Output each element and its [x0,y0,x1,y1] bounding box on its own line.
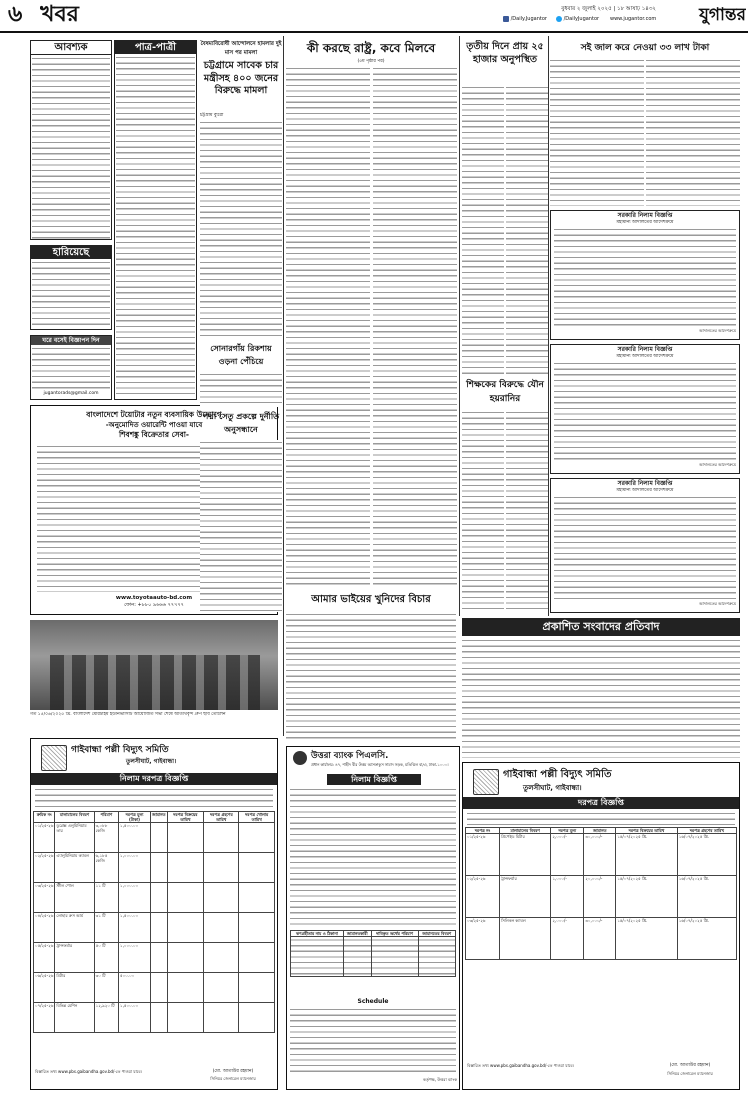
gr-cell: ১৫/০৭/২০২৫ খ্রি. [616,834,678,876]
gaibandha-left-notice [30,738,278,1090]
fish-headline: সই জাল করে নেওয়া ৩৩ লাখ টাকা [580,43,710,53]
gaibandha-right-title: দরপত্র বিজ্ঞপ্তি [463,797,739,809]
facebook-icon [503,16,509,22]
photo-figures [50,655,260,710]
uttara-notice-title: নিলাম বিজ্ঞপ্তি [327,774,421,785]
table-row [34,823,275,853]
state-cont: (৫ম পৃষ্ঠার পর) [357,59,385,64]
gl-th-1: মালামালের বিবরণ [55,812,94,823]
gaibandha-logo-icon [41,745,67,771]
gl-cell [151,823,168,853]
gl-cell: এ্যালুমিনিয়াম ক্যাবল [55,853,94,883]
gl-cell [204,883,239,913]
gl-cell [151,973,168,1003]
gl-th-2: পরিমাণ [94,812,118,823]
gl-cell: ১,০০০.০০ [119,943,151,973]
gaibandha-left-place: তুলসীঘাট, গাইবান্ধা। [125,758,177,765]
gl-cell [204,913,239,943]
table-row [466,876,737,918]
state-body-col2 [373,66,457,586]
home-ads-box [30,335,112,400]
ub-th-1: জামানতকারী [343,931,371,937]
gl-cell [167,1003,204,1033]
chittagong-headline: চট্টগ্রামে সাবেক চার মন্ত্রীসহ ৪০০ জনের বিরুদ্ধে মামলা [203,60,279,96]
teacher-body-col1 [462,410,504,610]
gaibandha-right-signer: (মো. আতাউর রহমান) [669,1063,711,1068]
gl-cell: ০৭/২৫-২৬ [34,1003,55,1033]
gl-th-3: দরপত্র মূল্য (টাকা) [119,812,151,823]
gl-cell [204,973,239,1003]
gl-cell [167,973,204,1003]
protest-headline: প্রকাশিত সংবাদের প্রতিবাদ [462,618,740,636]
gl-cell [151,853,168,883]
uttara-bank-notice [286,746,460,1090]
table-row [291,937,456,977]
table-row [466,918,737,960]
gl-cell: ৩১ টি [94,913,118,943]
court-notice-1-title: সরকারি নিলাম বিজ্ঞপ্তি [617,212,673,219]
gl-cell [239,913,275,943]
gaibandha-left-signer: (মো. আতাউর রহমান) [212,1069,254,1074]
uttara-table [290,930,456,977]
twitter-icon [556,16,562,22]
state-body-col1 [286,66,370,586]
gl-cell [239,823,275,853]
essential-body [32,56,110,240]
gl-cell: ৫০০.০০ [119,973,151,1003]
teacher-body-col2 [506,410,548,610]
event-photo [30,620,278,710]
gr-th-5: দরপত্র গ্রহণের তারিখ [677,828,736,834]
gl-cell [151,943,168,973]
toyota-headline-3: শিবশঙ্কু বিক্রেতার সেবা- [118,430,190,439]
gl-cell [167,823,204,853]
column-rule [548,36,549,616]
gl-cell [204,1003,239,1033]
teacher-headline: শিক্ষকের বিরুদ্ধে যৌন হয়রানির [466,380,544,404]
day3-body-col2 [506,85,548,375]
gaibandha-left-org: গাইবান্ধা পল্লী বিদ্যুৎ সমিতি [71,745,169,755]
gaibandha-right-notice [462,762,740,1090]
court-notice-3-body [554,495,736,600]
gr-cell: ৩০,০০০/- [584,834,616,876]
uttara-schedule-title: Schedule [357,998,389,1005]
essential-title: আবশ্যক [31,41,111,55]
gl-cell: ১২,৯২০ টি [94,1003,118,1033]
court-notice-2-sub: মহামান্য আদালতের আদেশক্রমে [616,354,674,359]
fish-body-col2 [646,58,740,206]
gr-th-1: মালামালের বিবরণ [500,828,551,834]
ub-cell [418,937,455,977]
gl-cell: ১১ টি [94,883,118,913]
facebook-link[interactable] [503,15,553,23]
toyota-headline-2: -অনুমোদিত ওয়ারেন্টি পাওয়া যাবে [105,421,203,429]
rickshaw-headline: সোনারগাঁয় রিকশায় ওড়না পেঁচিয়ে [210,344,272,366]
court-notice-1-signer: আদালতের আদেশক্রমে [699,328,736,333]
court-notice-2 [550,344,740,474]
gr-th-3: জামানত [584,828,616,834]
gl-cell: মিটার [55,973,94,1003]
court-notice-3-title: সরকারি নিলাম বিজ্ঞপ্তি [617,480,673,487]
photo-caption: গত ১৫/০৬/২০২৫ খ্রি. বাংলাদেশ মেরিটাইম ইউনিভার্সিটি আয়োজিত সভা শেষে অতিথিবৃন্দ গ্রুপ ছবি তোলেন [30,712,226,717]
court-notice-1 [550,210,740,340]
table-row [34,943,275,973]
table-row [34,853,275,883]
gaibandha-right-signer-role: সিনিয়র জেনারেল ম্যানেজার [667,1071,713,1076]
brother-body [286,612,456,742]
table-row [466,834,737,876]
protest-body [462,638,740,758]
gl-cell [239,883,275,913]
gl-cell [204,853,239,883]
gaibandha-left-intro [35,787,273,809]
gr-th-2: দরপত্র মূল্য [551,828,584,834]
gl-cell [167,943,204,973]
gl-th-4: জামানত [151,812,168,823]
facebook-handle: /Daily.Jugantor [510,16,547,22]
gl-cell [239,1003,275,1033]
gl-cell: ৩,০৮৮ কেজি [94,823,118,853]
chittagong-byline: চট্টগ্রাম ব্যুরো [200,113,224,118]
gaibandha-left-signer-role: সিনিয়র জেনারেল ম্যানেজার [210,1076,256,1081]
section-title: খবর [40,2,79,27]
uttara-schedule-body [290,1007,456,1073]
home-ads-body [32,346,110,390]
ub-th-3: জামানতের বিবরণ [418,931,455,937]
matrimony-title: পাত্র-পাত্রী [115,41,196,54]
header-rule [0,31,748,33]
gl-cell: ০৬/২৫-২৬ [34,973,55,1003]
gr-cell: ১৬/০৭/২০২৫ খ্রি. [677,834,736,876]
gaibandha-right-intro [467,811,735,825]
uttara-bank-sub: প্রধান কার্যালয়: ৪৭, শাহীদ বীর উত্তম আসফাকুস সামাদ সড়ক, মতিঝিল বা/এ, ঢাকা-১০০০। [311,762,449,767]
twitter-handle: /DailyJugantor [563,16,600,22]
state-headline: কী করছে রাষ্ট্র, কবে মিলবে [306,41,436,55]
fish-body-col1 [550,58,644,206]
gr-cell: ০২/২৫-২৬ [466,876,500,918]
court-notice-3 [550,478,740,613]
date-line: বুধবার ২ জুলাই ২০২৫ | ১৮ আষাঢ় ১৪৩২ [561,6,656,12]
gl-cell: ১,০০০.০০ [119,883,151,913]
gl-cell: ৬,১৮৫ কেজি [94,853,118,883]
gl-cell [204,823,239,853]
gr-cell: সিলিকন ক্যাবল [500,918,551,960]
gl-cell [239,943,275,973]
page-number: ৬ [8,3,23,27]
gaibandha-right-website: বিস্তারিত তথ্য www.pbs.gaibandha.gov.bd/-তে পাওয়া যাবে। [467,1063,575,1068]
gl-cell: লোহার ক্রস আর্ম [55,913,94,943]
court-notice-2-body [554,361,736,461]
gr-cell: ৩০,০০০/- [584,918,616,960]
table-row [34,973,275,1003]
gl-cell [151,913,168,943]
gr-cell: ১,০০০/- [551,876,584,918]
gr-cell: ২০,০০০/- [584,876,616,918]
gl-cell: ০২/২৫-২৬ [34,853,55,883]
gr-th-0: দরপত্র নং [466,828,500,834]
gaibandha-left-title: নিলাম দরপত্র বিজ্ঞপ্তি [31,773,277,785]
ads-email[interactable]: jugantorads@gmail.com [43,391,99,396]
gl-cell: স্টীল পোল [55,883,94,913]
table-row [34,883,275,913]
gr-cell: ০১/২৫-২৬ [466,834,500,876]
gaibandha-right-table [465,827,737,960]
gl-cell [204,943,239,973]
gl-cell: ০১/২৫-২৬ [34,823,55,853]
table-row [34,1003,275,1033]
uttara-bank-logo-icon [293,751,307,765]
gl-cell [239,973,275,1003]
gl-cell: ডুপ্লেক্স এলুমিনিয়াম তার [55,823,94,853]
court-notice-2-signer: আদালতের আদেশক্রমে [699,462,736,467]
gr-cell: ১৬/০৭/২০২৫ খ্রি. [677,918,736,960]
gaibandha-right-org: গাইবান্ধা পল্লী বিদ্যুৎ সমিতি [503,769,612,780]
discrimination-headline: বৈষম্যবিরোধী আন্দোলনে হামলার দুই মাস পর মামলা [200,41,282,56]
gl-cell: ০৪/২৫-২৬ [34,913,55,943]
court-notice-2-title: সরকারি নিলাম বিজ্ঞপ্তি [617,346,673,353]
website-link[interactable]: www.jugantor.com [610,16,657,22]
gl-th-6: দরপত্র গ্রহণের তারিখ [204,812,239,823]
ub-cell [371,937,418,977]
gr-cell: ২,০০০/- [551,918,584,960]
uttara-signer: কর্তৃপক্ষ, উত্তরা ব্যাংক [423,1077,457,1082]
lost-classified [30,245,112,330]
ub-cell [291,937,344,977]
court-notice-1-sub: মহামান্য আদালতের আদেশক্রমে [616,220,674,225]
court-notice-3-signer: আদালতের আদেশক্রমে [699,601,736,606]
gl-cell: বিভিন্ন মেশিন [55,1003,94,1033]
lost-body [32,260,110,328]
gaibandha-left-table [33,811,275,1033]
essential-classified [30,40,112,240]
column-rule [459,36,460,616]
matrimony-body [116,55,195,398]
matrimony-classified [114,40,197,400]
gl-cell: ট্রান্সফর্মার [55,943,94,973]
gl-cell: ১,৫০০.০০ [119,1003,151,1033]
gl-cell: ৫০ টি [94,943,118,973]
gr-cell: প্রিপেইড মিটার [500,834,551,876]
toyota-headline-1: বাংলাদেশে টয়োটার নতুন ব্যবসায়িক উদ্যোগে [86,410,222,419]
brother-headline: আমার ভাইয়ের খুনিদের বিচার [311,594,431,605]
gr-th-4: দরপত্র বিক্রয়ের তারিখ [616,828,678,834]
gl-cell [167,913,204,943]
ub-cell [343,937,371,977]
chittagong-body [200,120,282,338]
gl-th-7: দরপত্র খোলার তারিখ [239,812,275,823]
table-row [34,913,275,943]
toyota-website[interactable]: www.toyotaauto-bd.com [115,595,193,601]
gl-cell: ১,০০০.০০ [119,853,151,883]
rickshaw-body [200,372,282,407]
day3-body-col1 [462,85,504,375]
gl-cell [151,1003,168,1033]
gr-cell: ০৩/২৫-২৬ [466,918,500,960]
gaibandha-right-logo-icon [473,769,499,795]
uttara-notice-body [290,787,456,927]
gl-cell [167,883,204,913]
court-notice-1-body [554,227,736,327]
gl-cell [151,883,168,913]
gr-cell: ১৫/০৭/২০২৫ খ্রি. [616,918,678,960]
gaibandha-right-place: তুলসীঘাট, গাইবান্ধা। [523,784,582,792]
gaibandha-left-website: বিস্তারিত তথ্য www.pbs.gaibandha.gov.bd/-তে পাওয়া যাবে। [35,1069,143,1074]
gr-cell: ২,০০০/- [551,834,584,876]
padma-body [200,440,282,612]
toyota-phone: ফোন: +৮৮০ ৯৬৬৬ ৭৭৭৭৭ [124,602,184,608]
twitter-link[interactable] [556,15,606,23]
column-rule [283,36,284,736]
uttara-bank-name: উত্তরা ব্যাংক পিএলসি. [311,751,389,761]
lost-title: হারিয়েছে [31,246,111,259]
page-header [0,0,748,30]
gl-th-0: ক্রমিক নং [34,812,55,823]
gr-cell: ১৫/০৭/২০২৫ খ্রি. [616,876,678,918]
gl-cell: ১,৫০০.০০ [119,913,151,943]
ub-th-0: ঋণগ্রহীতার নাম ও ঠিকানা [291,931,344,937]
gl-cell [167,853,204,883]
gl-cell: ০৩/২৫-২৬ [34,883,55,913]
gl-cell [239,853,275,883]
gr-cell: ট্রান্সফর্মার [500,876,551,918]
padma-headline: পদ্মা সেতু প্রকল্পে দুর্নীতি অনুসন্ধানে [202,412,280,434]
day3-headline: তৃতীয় দিনে প্রায় ২৫ হাজার অনুপস্থিত [466,41,544,65]
ub-th-2: দাবিকৃত অর্থের পরিমাণ [371,931,418,937]
masthead-logo: যুগান্তর [699,5,746,25]
gl-cell: ১,৫০০.০০ [119,823,151,853]
gl-th-5: দরপত্র বিক্রয়ের তারিখ [167,812,204,823]
gl-cell: ৩০ টি [94,973,118,1003]
home-ads-title: ঘরে বসেই বিজ্ঞাপন দিন [31,336,111,345]
gl-cell: ০৫/২৫-২৬ [34,943,55,973]
gr-cell: ১৬/০৭/২০২৫ খ্রি. [677,876,736,918]
court-notice-3-sub: মহামান্য আদালতের আদেশক্রমে [616,488,674,493]
